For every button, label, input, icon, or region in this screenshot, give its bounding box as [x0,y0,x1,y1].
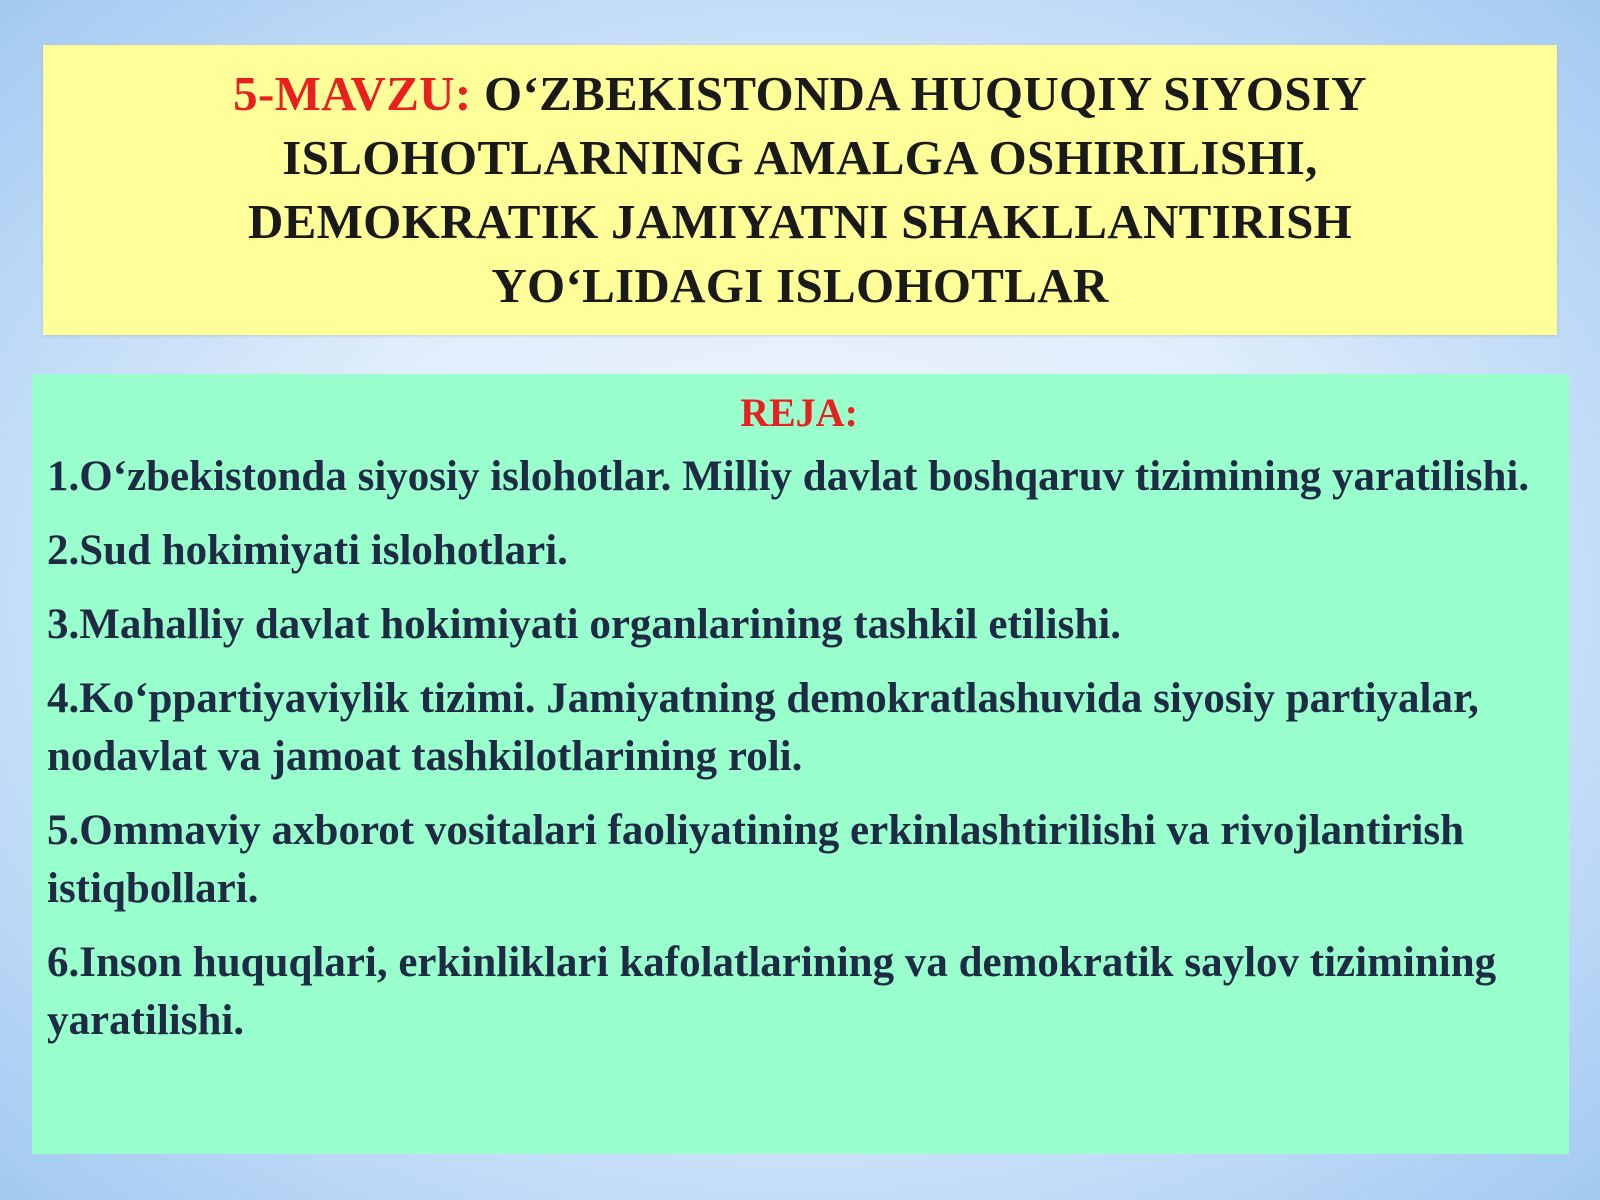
plan-item-2: 2.Sud hokimiyati islohotlari. [47,527,568,574]
plan-item-3: 3.Mahalliy davlat hokimiyati organlarining tashkil etilishi. [47,601,1121,648]
plan-item-4: 4.Ko‘ppartiyaviylik tizimi. Jamiyatning demokratlashuvida siyosiy partiyalar, nodavlat va jamoat tashkilotlarining roli. [47,675,1479,780]
plan-box [32,374,1569,1154]
plan-item-5: 5.Ommaviy axborot vositalari faoliyatining erkinlashtirilishi va rivojlantirish istiqbollari. [47,807,1465,912]
plan-list [47,448,1551,1050]
title-line-4: YO‘LIDAGI ISLOHOTLAR [491,258,1109,313]
title-line-1-text: O‘ZBEKISTONDA HUQUQIY SIYOSIY [484,66,1367,121]
plan-item-6: 6.Inson huquqlari, erkinliklari kafolatlarining va demokratik saylov tizimining yaratilishi. [47,939,1497,1044]
slide-title [233,62,1367,318]
title-line-3: DEMOKRATIK JAMIYATNI SHAKLLANTIRISH [247,194,1353,249]
title-line-1 [233,62,1367,126]
title-line-2: ISLOHOTLARNING AMALGA OSHIRILISHI, [282,130,1318,185]
title-prefix: 5-MAVZU: [233,66,472,121]
plan-heading: REJA: [740,390,858,435]
title-box [43,45,1557,335]
plan-item-1: 1.O‘zbekistonda siyosiy islohotlar. Milliy davlat boshqaruv tizimining yaratilishi. [47,453,1530,500]
